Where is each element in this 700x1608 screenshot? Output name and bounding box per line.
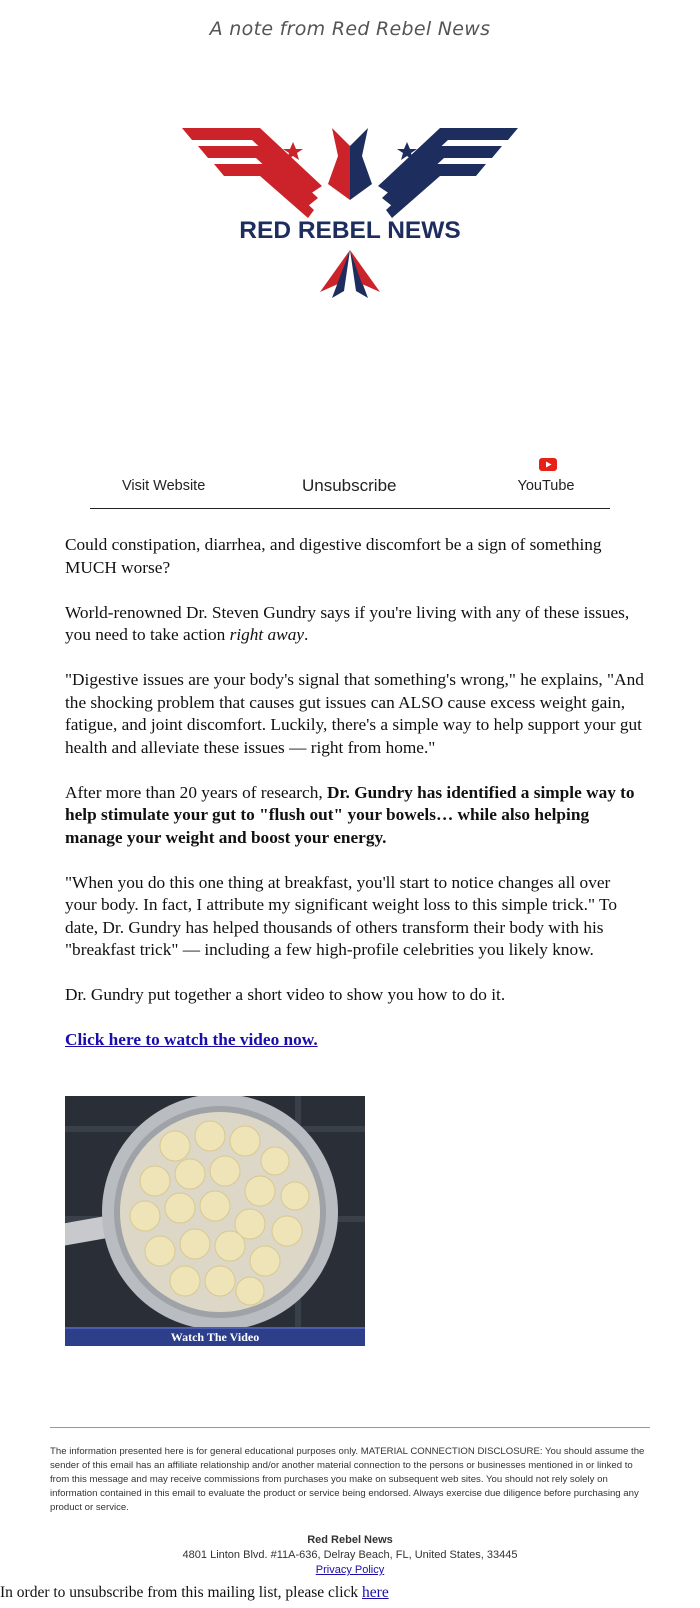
youtube-icon — [539, 458, 557, 471]
youtube-link[interactable] — [506, 456, 586, 496]
paragraph-research-bold: Dr. Gundry has identified a simple way to help stimulate your gut to "flush out" your bowels… while also helping manage your weight and boost your energy. — [65, 782, 635, 847]
paragraph-research — [65, 782, 645, 850]
paragraph-research-text: After more than 20 years of research, — [65, 782, 327, 802]
company-address: 4801 Linton Blvd. #11A-636, Delray Beach, FL, United States, 33445 — [182, 1549, 518, 1561]
email-body — [65, 534, 645, 1074]
paragraph-intro: Could constipation, diarrhea, and digestive discomfort be a sign of something MUCH worse? — [65, 535, 602, 577]
unsubscribe-footer — [0, 1584, 389, 1602]
email-nav-bar — [90, 458, 610, 509]
banana-pot-image — [65, 1096, 365, 1328]
unsubscribe-footer-text: In order to unsubscribe from this mailing list, please click — [0, 1584, 363, 1601]
unsubscribe-here-link[interactable]: here — [362, 1584, 389, 1601]
privacy-policy-container — [0, 1564, 700, 1576]
paragraph-gundry-end: . — [304, 625, 309, 644]
visit-website-link[interactable]: Visit Website — [122, 478, 206, 494]
youtube-label: YouTube — [517, 478, 575, 494]
paragraph-gundry — [65, 602, 645, 647]
paragraph-breakfast: "When you do this one thing at breakfast, you'll start to notice changes all over your body. In fact, I attribute my significant weight loss to this simple trick." To date, Dr. Gundry has helped thousands of others transform their body with his "breakfast trick" — including a few high-profile celebrities you likely know. — [65, 872, 618, 959]
video-thumbnail[interactable] — [65, 1096, 365, 1346]
footer-divider — [50, 1427, 650, 1428]
company-name: Red Rebel News — [307, 1534, 393, 1546]
logo-text: RED REBEL NEWS — [239, 217, 461, 244]
privacy-policy-link[interactable]: Privacy Policy — [315, 1564, 385, 1576]
emphasis-right-away: right away — [229, 625, 305, 644]
disclaimer-text: The information presented here is for general educational purposes only. MATERIAL CONNECTION DISCLOSURE: You should assume the sender of this email has an affiliate relationship and/or another material connection to the persons or businesses mentioned in or linked to from this message and may receive commissions from purchases you make on subsequent web sites. You should not rely solely on information contained in this email to evaluate the product or service being endorsed. Always exercise due diligence before purchasing any product or service. — [50, 1446, 645, 1513]
watch-video-link[interactable]: Click here to watch the video now. — [65, 1030, 318, 1049]
paragraph-video-intro: Dr. Gundry put together a short video to show you how to do it. — [65, 985, 506, 1004]
red-rebel-news-logo — [182, 126, 518, 306]
paragraph-quote: "Digestive issues are your body's signal that something's wrong," he explains, "And the shocking problem that causes gut issues can ALSO cause excess weight gain, fatigue, and joint discomfort. Luckily, there's a simple way to help support your gut health and alleviate these issues — right from home." — [65, 670, 644, 757]
watch-video-caption: Watch The Video — [65, 1327, 365, 1346]
header-note: A note from Red Rebel News — [209, 18, 491, 40]
paragraph-gundry-text: World-renowned Dr. Steven Gundry says if you're living with any of these issues, you need to take action — [65, 602, 630, 644]
unsubscribe-link[interactable]: Unsubscribe — [302, 476, 397, 495]
